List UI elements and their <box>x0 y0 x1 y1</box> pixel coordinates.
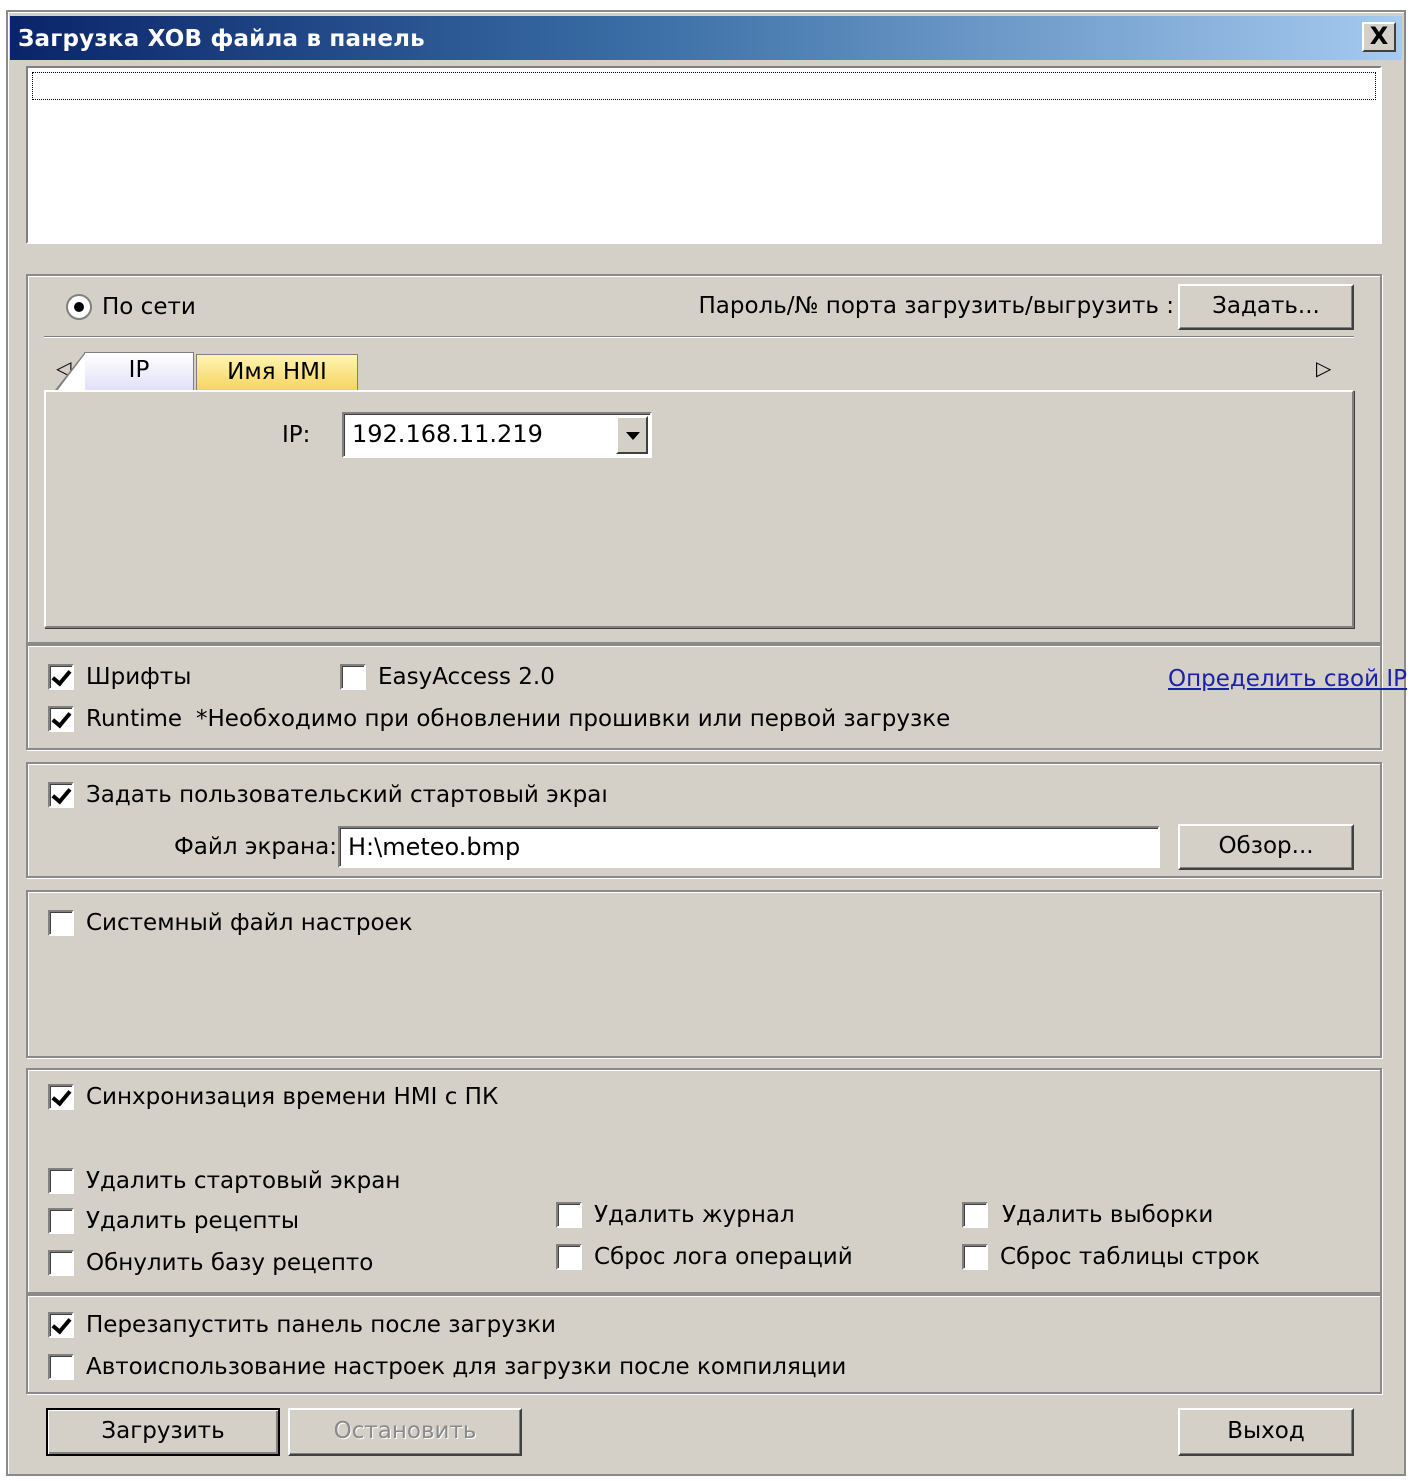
reset-string-table-checkbox[interactable] <box>962 1244 988 1270</box>
sync-time-label: Синхронизация времени HMI с ПК <box>86 1084 499 1110</box>
runtime-label: Runtime <box>86 706 183 732</box>
restart-group <box>26 1294 1382 1394</box>
options-group <box>26 644 1408 750</box>
title-bar[interactable] <box>10 16 1402 60</box>
ip-value: 192.168.11.219 <box>352 420 543 448</box>
delete-samples-checkbox[interactable] <box>962 1202 988 1228</box>
system-settings-label: Системный файл настроек <box>86 910 413 936</box>
ip-label: IP: <box>282 422 311 448</box>
reset-operation-log-label: Сброс лога операций <box>594 1244 853 1270</box>
screen-file-input[interactable] <box>338 826 1160 868</box>
browse-button[interactable]: Обзор... <box>1178 824 1354 870</box>
auto-settings-checkbox[interactable] <box>48 1354 74 1380</box>
stop-button[interactable]: Остановить <box>288 1408 522 1456</box>
tab-scroll-right-icon[interactable]: ▷ <box>1316 356 1332 380</box>
download-button[interactable]: Загрузить <box>46 1408 280 1456</box>
delete-recipes-label: Удалить рецепты <box>86 1208 300 1234</box>
restart-panel-label: Перезапустить панель после загрузки <box>86 1312 556 1338</box>
easyaccess-checkbox[interactable] <box>340 664 366 690</box>
find-ip-link[interactable]: Определить свой IP <box>1168 666 1408 692</box>
close-button[interactable]: X <box>1362 22 1396 52</box>
download-dialog <box>6 10 1406 1476</box>
reset-recipe-db-label: Обнулить базу рецепто <box>86 1250 374 1276</box>
tab-ip[interactable]: IP <box>84 352 194 390</box>
runtime-checkbox[interactable] <box>48 706 74 732</box>
reset-recipe-db-checkbox[interactable] <box>48 1250 74 1276</box>
exit-button[interactable]: Выход <box>1178 1408 1354 1456</box>
network-radio[interactable] <box>66 294 92 320</box>
reset-string-table-label: Сброс таблицы строк <box>1000 1244 1260 1270</box>
ip-dropdown-arrow-icon[interactable] <box>616 416 648 454</box>
restart-panel-checkbox[interactable] <box>48 1312 74 1338</box>
window-title: Загрузка XOB файла в панель <box>18 26 425 52</box>
easyaccess-label: EasyAccess 2.0 <box>378 664 555 690</box>
ip-tab-page <box>44 390 1354 628</box>
fonts-label: Шрифты <box>86 664 192 690</box>
system-settings-checkbox[interactable] <box>48 910 74 936</box>
delete-recipes-checkbox[interactable] <box>48 1208 74 1234</box>
set-password-button[interactable]: Задать... <box>1178 284 1354 330</box>
delete-samples-label: Удалить выборки <box>1002 1202 1214 1228</box>
custom-startup-label: Задать пользовательский стартовый экраı <box>86 782 608 808</box>
custom-startup-checkbox[interactable] <box>48 782 74 808</box>
sync-time-checkbox[interactable] <box>48 1084 74 1110</box>
log-focus-row <box>32 72 1376 100</box>
delete-startup-label: Удалить стартовый экран <box>86 1168 401 1194</box>
screen-file-value: H:\meteo.bmp <box>348 833 521 861</box>
password-port-label: Пароль/№ порта загрузить/выгрузить : <box>698 293 1174 319</box>
connection-divider <box>44 336 1354 338</box>
reset-operation-log-checkbox[interactable] <box>556 1244 582 1270</box>
connection-group <box>26 274 1382 644</box>
log-listbox[interactable] <box>26 66 1382 244</box>
runtime-note: *Необходимо при обновлении прошивки или первой загрузке <box>196 706 951 732</box>
network-radio-label: По сети <box>102 294 196 320</box>
system-settings-group <box>26 890 1382 1058</box>
sync-delete-group <box>26 1068 1382 1294</box>
auto-settings-label: Автоиспользование настроек для загрузки после компиляции <box>86 1354 847 1380</box>
screen-file-label: Файл экрана: <box>174 834 337 860</box>
tab-hmi-name[interactable]: Имя HMI <box>196 354 358 390</box>
startup-screen-group <box>26 762 1382 878</box>
delete-log-label: Удалить журнал <box>594 1202 795 1228</box>
fonts-checkbox[interactable] <box>48 664 74 690</box>
delete-log-checkbox[interactable] <box>556 1202 582 1228</box>
ip-combobox[interactable] <box>342 412 652 458</box>
delete-startup-checkbox[interactable] <box>48 1168 74 1194</box>
